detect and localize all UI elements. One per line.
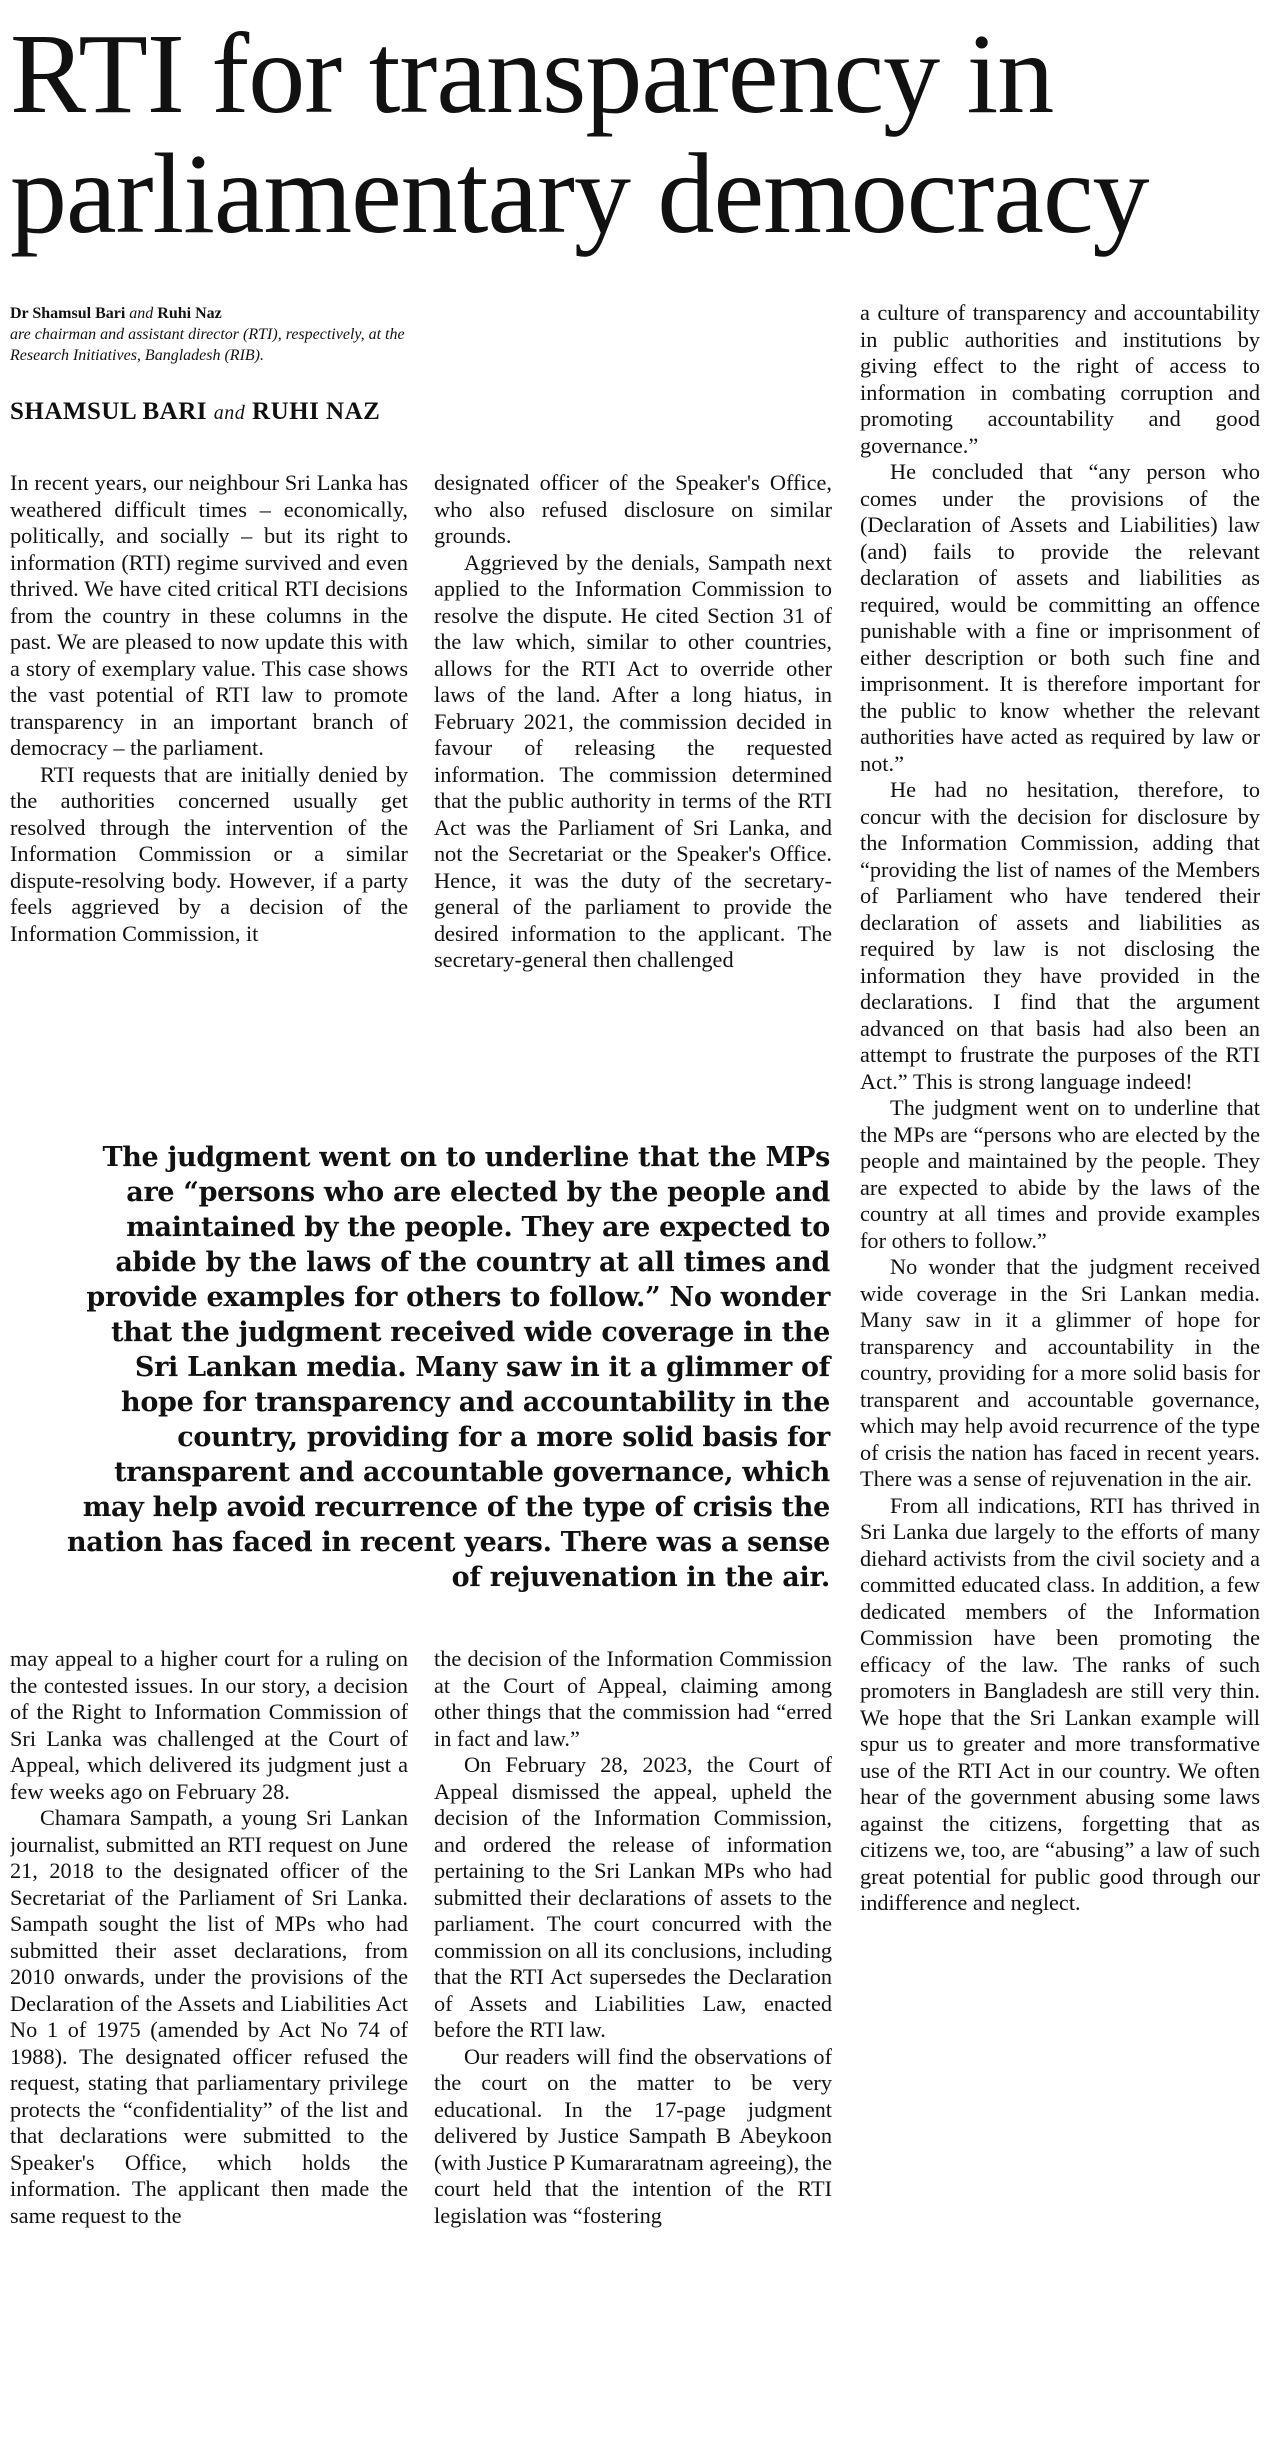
column-1-top [10, 470, 408, 1105]
column-1-bottom [10, 1646, 408, 2436]
paragraph: Aggrieved by the denials, Sampath next applied to the Information Commission to resolve the dispute. He cited Section 31 of the law which, similar to other countries, allows for the RTI Act to override other laws of the land. After a long hiatus, in February 2021, the commission decided in favour of releasing the requested information. The commission determined that the public authority in terms of the RTI Act was the Parliament of Sri Lanka, and not the Secretariat or the Speaker's Office. Hence, it was the duty of the secretary-general of the parliament to provide the desired information to the applicant. The secretary-general then challenged [434, 549, 832, 972]
paragraph: RTI requests that are initially denied by the authorities concerned usually get resolved through the intervention of the Information Commission or a similar dispute-resolving body. However, if a party feels aggrieved by a decision of the Information Commission, it [10, 761, 408, 946]
paragraph: From all indications, RTI has thrived in Sri Lanka due largely to the efforts of many diehard activists from the civil society and a committed educated class. In addition, a few dedicated members of the Information Commission have been promoting the efficacy of the law. The ranks of such promoters in Bangladesh are still very thin. We hope that the Sri Lankan example will spur us to greater and more transformative use of the RTI Act in our country. We often hear of the government abusing some laws against the citizens, forgetting that as citizens we, too, are “abusing” a law of such great potential for public good through our indifference and neglect. [860, 1492, 1260, 1915]
paragraph: No wonder that the judgment received wide coverage in the Sri Lankan media. Many saw in it a glimmer of hope for transparency and accountability in the country, providing for a more solid basis for transparent and accountable governance, which may help avoid recurrence of the type of crisis the nation has faced in recent years. There was a sense of rejuvenation in the air. [860, 1254, 1260, 1491]
paragraph: Chamara Sampath, a young Sri Lankan journalist, submitted an RTI request on June 21, 2018 to the designated officer of the Secretariat of the Parliament of Sri Lanka. Sampath sought the list of MPs who had submitted their asset declarations, from 2010 onwards, under the provisions of the Declaration of the Assets and Liabilities Act No 1 of 1975 (amended by Act No 74 of 1988). The designated officer refused the request, stating that parliamentary privilege protects the “confidentiality” of the list and that declarations were submitted to the Speaker's Office, which holds the information. The applicant then made the same request to the [10, 1805, 408, 2228]
paragraph: He concluded that “any person who comes under the provisions of the (Declaration of Assets and Liabilities) law (and) fails to provide the relevant declaration of assets and liabilities as required, would be committing an offence punishable with a fine or imprisonment of either description or both such fine and imprisonment. It is therefore important for the public to know whether the relevant authorities have acted as required by law or not.” [860, 459, 1260, 776]
paragraph: designated officer of the Speaker's Office, who also refused disclosure on similar grounds. [434, 470, 832, 548]
column-2-top [434, 470, 832, 1105]
author-bio-description: are chairman and assistant director (RTI), respectively, at the Research Initiatives, Bangladesh (RIB). [10, 326, 405, 364]
paragraph: Our readers will find the observations of the court on the matter to be very educational. In the 17-page judgment delivered by Justice Sampath B Abeykoon (with Justice P Kumararatnam agreeing), the court held that the intention of the RTI legislation was “fostering [434, 2043, 832, 2228]
author-bio-and: and [129, 305, 154, 322]
paragraph: may appeal to a higher court for a ruling on the contested issues. In our story, a decision of the Right to Information Commission of Sri Lanka was challenged at the Court of Appeal, which delivered its judgment just a few weeks ago on February 28. [10, 1646, 408, 1804]
pull-quote: The judgment went on to underline that the MPs are “persons who are elected by the people and maintained by the people. They are expected to abide by the laws of the country at all times and provide examples for others to follow.” No wonder that the judgment received wide coverage in the Sri Lankan media. Many saw in it a glimmer of hope for transparency and accountability in the country, providing for a more solid basis for transparent and accountable governance, which may help avoid recurrence of the type of crisis the nation has faced in recent years. There was a sense of rejuvenation in the air. [66, 1142, 830, 1593]
author-bio [10, 303, 430, 366]
paragraph: a culture of transparency and accountability in public authorities and institutions by giving effect to the right of access to information in combating corruption and promoting accountability and good governance.” [860, 300, 1260, 458]
byline-and: and [213, 402, 246, 424]
byline-name2: RUHI NAZ [252, 398, 381, 425]
byline-name1: SHAMSUL BARI [10, 398, 208, 425]
paragraph: The judgment went on to underline that the MPs are “persons who are elected by the people and maintained by the people. They are expected to abide by the laws of the country at all times and provide examples for others to follow.” [860, 1095, 1260, 1253]
author-bio-name1: Dr Shamsul Bari [10, 305, 126, 322]
column-3 [860, 300, 1260, 2450]
column-2-bottom [434, 1646, 832, 2436]
paragraph: the decision of the Information Commission at the Court of Appeal, claiming among other things that the commission had “erred in fact and law.” [434, 1646, 832, 1751]
paragraph: In recent years, our neighbour Sri Lanka has weathered difficult times – economically, politically, and socially – but its right to information (RTI) regime survived and even thrived. We have cited critical RTI decisions from the country in these columns in the past. We are pleased to now update this with a story of exemplary value. This case shows the vast potential of RTI law to promote transparency in an important branch of democracy – the parliament. [10, 470, 408, 760]
paragraph: He had no hesitation, therefore, to concur with the decision for disclosure by the Information Commission, adding that “providing the list of names of the Members of Parliament who have tendered their declaration of assets and liabilities as required by law is not disclosing the information they have provided in the declarations. I find that the argument advanced on that basis had also been an attempt to frustrate the purposes of the RTI Act.” This is strong language indeed! [860, 777, 1260, 1094]
paragraph: On February 28, 2023, the Court of Appeal dismissed the appeal, upheld the decision of the Information Commission, and ordered the release of information pertaining to the Sri Lankan MPs who had submitted their declarations of assets to the parliament. The court concurred with the commission on all its conclusions, including that the RTI Act supersedes the Declaration of Assets and Liabilities Law, enacted before the RTI law. [434, 1752, 832, 2042]
byline [10, 398, 380, 426]
author-bio-name2: Ruhi Naz [157, 305, 222, 322]
article-headline: RTI for transparency in parliamentary democracy [10, 10, 1149, 257]
